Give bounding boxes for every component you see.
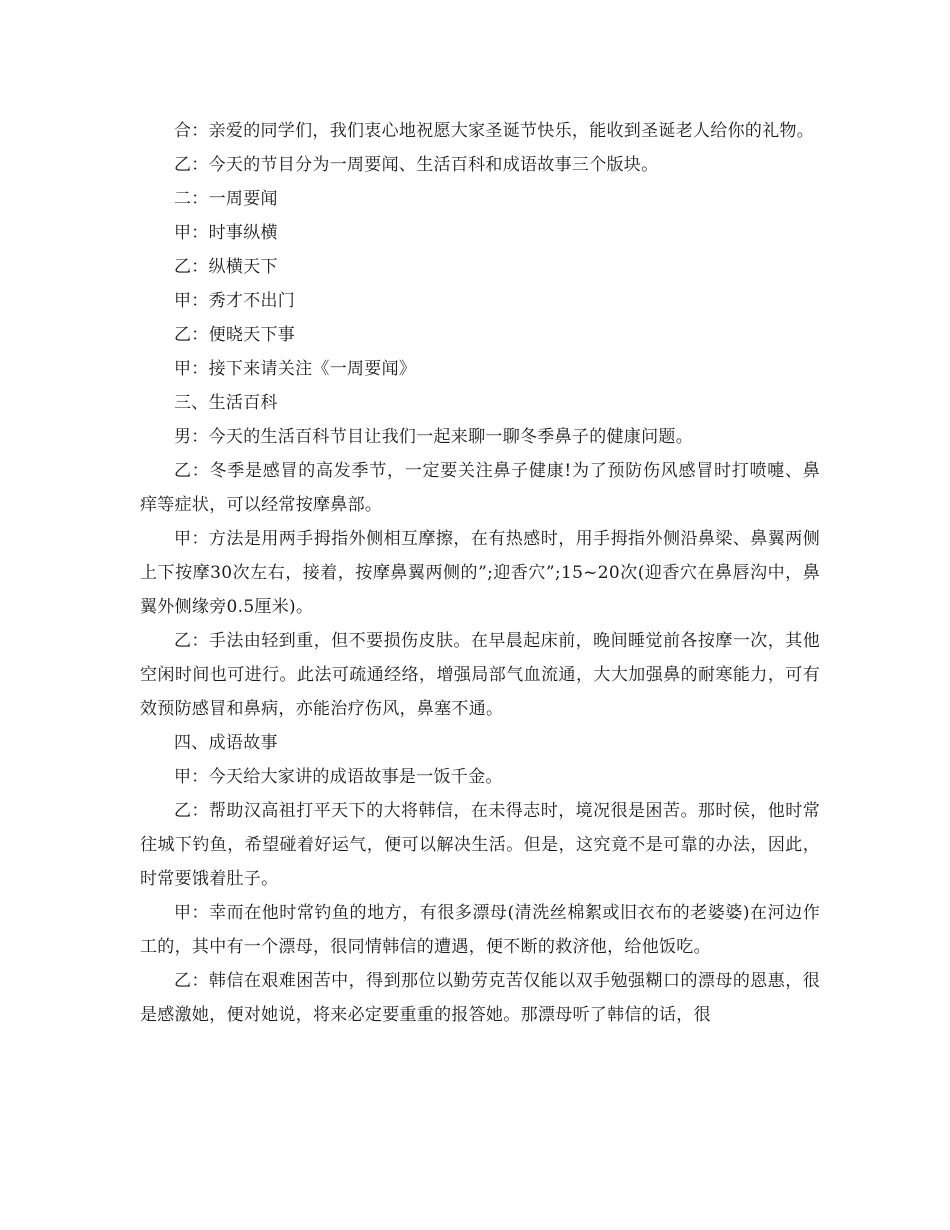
paragraph: 乙：手法由轻到重，但不要损伤皮肤。在早晨起床前，晚间睡觉前各按摩一次，其他空闲时间也可进行。此法可疏通经络，增强局部气血流通，大大加强鼻的耐寒能力，可有效预防感冒和鼻病，亦能治疗伤风，鼻塞不通。 xyxy=(140,631,820,719)
paragraph: 甲：接下来请关注《一周要闻》 xyxy=(174,359,417,379)
paragraph: 乙：韩信在艰难困苦中，得到那位以勤劳克苦仅能以双手勉强糊口的漂母的恩惠，很是感激她，便对她说，将来必定要重重的报答她。那漂母听了韩信的话，很 xyxy=(140,971,820,1025)
paragraph: 乙：纵横天下 xyxy=(174,257,278,277)
paragraph: 乙：今天的节目分为一周要闻、生活百科和成语故事三个版块。 xyxy=(174,155,659,175)
paragraph: 甲：方法是用两手拇指外侧相互摩擦，在有热感时，用手拇指外侧沿鼻梁、鼻翼两侧上下按摩30次左右，接着，按摩鼻翼两侧的”;迎香穴”;15~20次(迎香穴在鼻唇沟中，鼻翼外侧缘旁0.5厘米)。 xyxy=(140,529,820,617)
section-heading: 二：一周要闻 xyxy=(174,189,278,209)
paragraph: 男：今天的生活百科节目让我们一起来聊一聊冬季鼻子的健康问题。 xyxy=(174,427,693,447)
paragraph: 乙：冬季是感冒的高发季节，一定要关注鼻子健康!为了预防伤风感冒时打喷嚏、鼻痒等症状，可以经常按摩鼻部。 xyxy=(140,461,820,515)
document-body xyxy=(140,114,820,1032)
paragraph: 乙：帮助汉高祖打平天下的大将韩信，在未得志时，境况很是困苦。那时侯，他时常往城下钓鱼，希望碰着好运气，便可以解决生活。但是，这究竟不是可靠的办法，因此，时常要饿着肚子。 xyxy=(140,801,820,889)
paragraph: 甲：时事纵横 xyxy=(174,223,278,243)
section-heading: 四、成语故事 xyxy=(174,733,278,753)
paragraph: 甲：幸而在他时常钓鱼的地方，有很多漂母(清洗丝棉絮或旧衣布的老婆婆)在河边作工的，其中有一个漂母，很同情韩信的遭遇，便不断的救济他，给他饭吃。 xyxy=(140,903,820,957)
paragraph: 合：亲爱的同学们，我们衷心地祝愿大家圣诞节快乐，能收到圣诞老人给你的礼物。 xyxy=(174,121,815,141)
section-heading: 三、生活百科 xyxy=(174,393,278,413)
paragraph: 乙：便晓天下事 xyxy=(174,325,296,345)
paragraph: 甲：今天给大家讲的成语故事是一饭千金。 xyxy=(174,767,503,787)
paragraph: 甲：秀才不出门 xyxy=(174,291,296,311)
